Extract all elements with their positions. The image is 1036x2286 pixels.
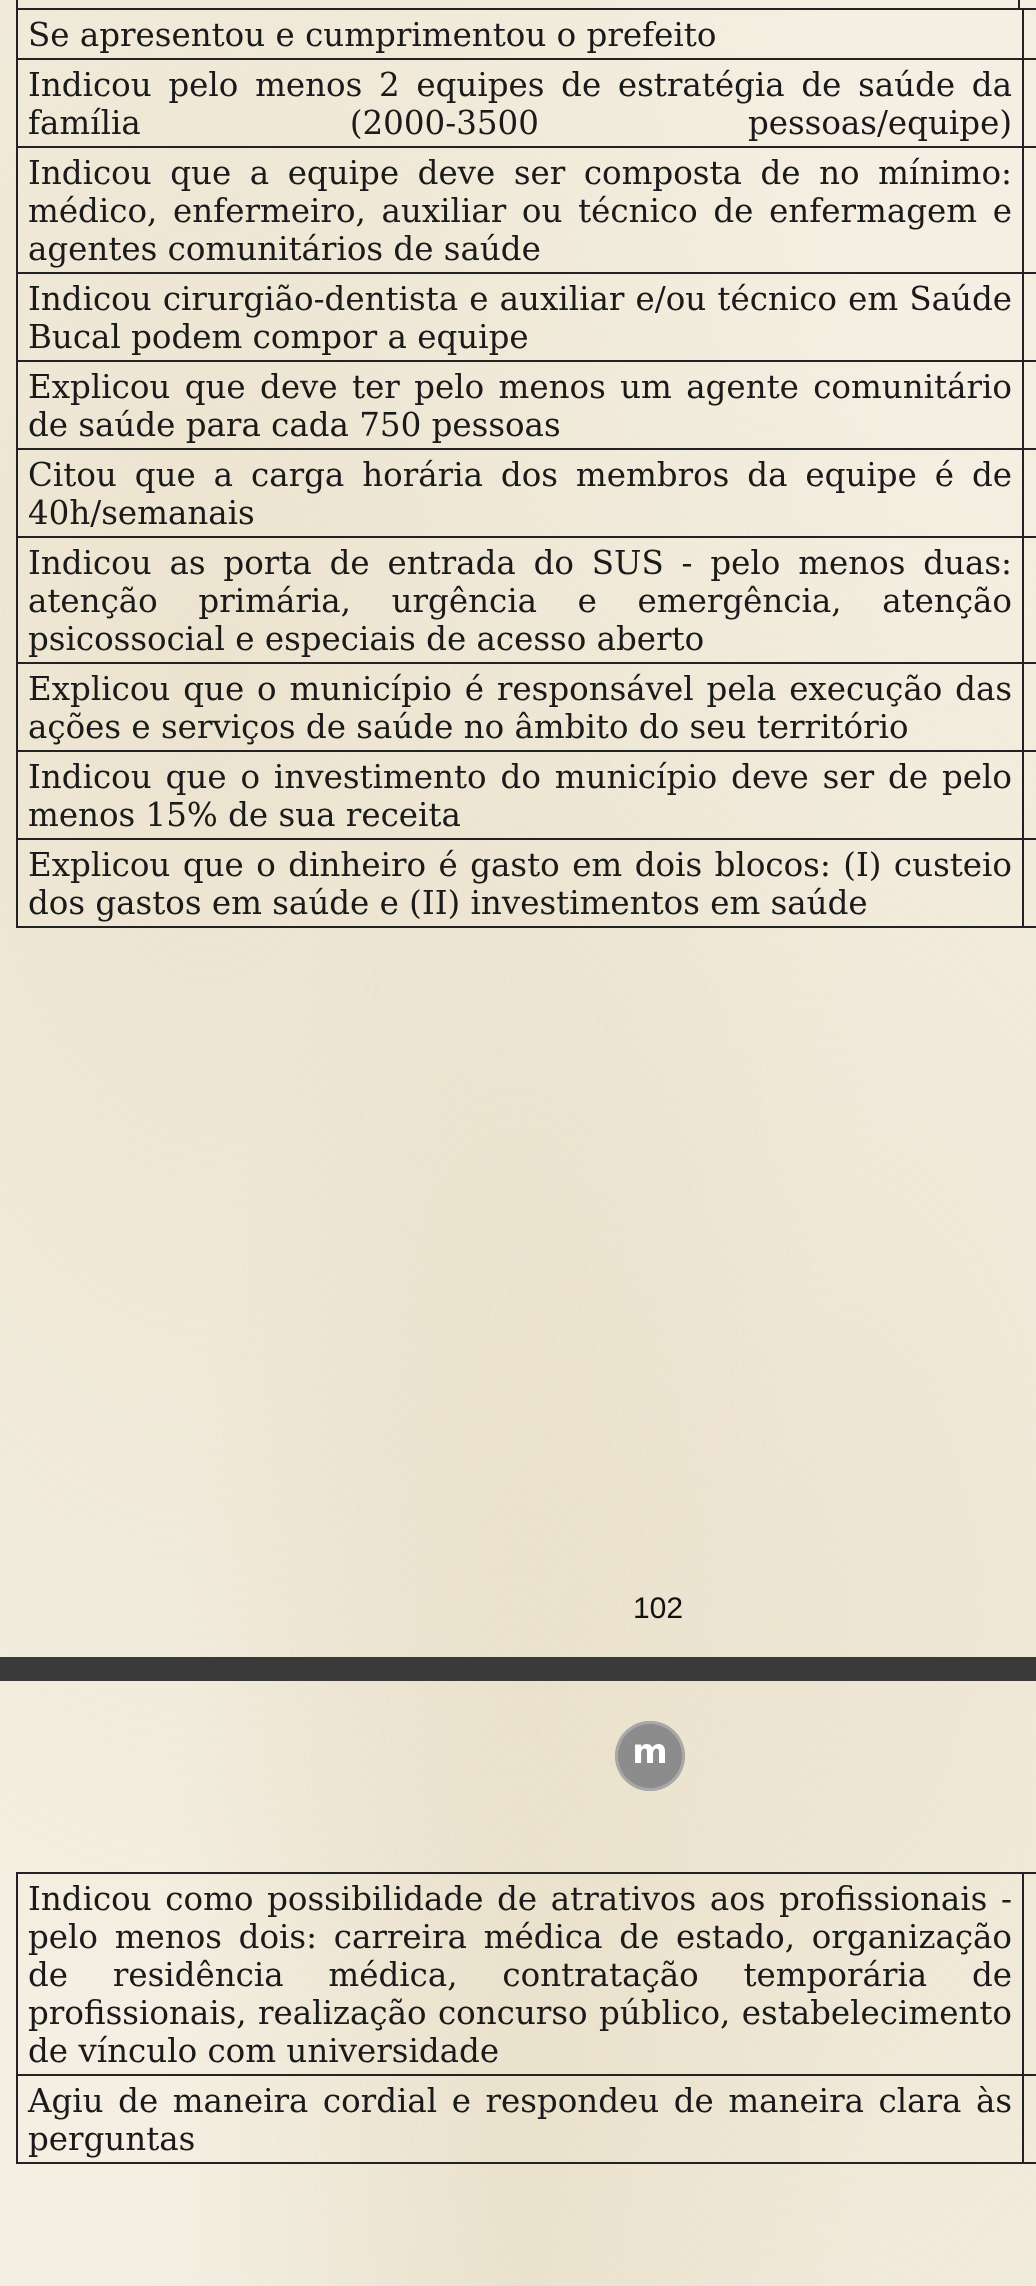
table-right-rule [1018,0,1020,8]
score-cell [1023,361,1036,449]
logo-glyph: m [632,1732,668,1772]
table-row [17,273,1036,361]
score-cell [1023,751,1036,839]
table-row [17,9,1036,59]
page-number: 102 [632,1592,684,1625]
table-row [17,147,1036,273]
score-cell [1023,273,1036,361]
checklist-table-top [16,8,1036,928]
table-row [17,537,1036,663]
page-divider [0,1657,1036,1681]
table-row [17,1873,1036,2075]
score-cell [1023,1873,1036,2075]
checklist-item: Se apresentou e cumprimentou o prefeito [28,16,717,54]
checklist-item: Explicou que deve ter pelo menos um agente comunitário de saúde para cada 750 pessoas [28,368,1012,444]
score-cell [1023,9,1036,59]
table-row [17,663,1036,751]
checklist-item: Indicou pelo menos 2 equipes de estratégia de saúde da família (2000-3500 pessoas/equipe) [28,66,1012,142]
table-row [17,751,1036,839]
score-cell [1023,537,1036,663]
checklist-item: Indicou as porta de entrada do SUS - pelo menos duas: atenção primária, urgência e emergência, atenção psicossocial e especiais de acesso aberto [28,544,1012,658]
table-row [17,59,1036,147]
table-row [17,449,1036,537]
checklist-item: Explicou que o dinheiro é gasto em dois blocos: (I) custeio dos gastos em saúde e (II) investimentos em saúde [28,846,1012,922]
m-logo-icon [615,1721,685,1791]
checklist-item: Indicou que o investimento do município deve ser de pelo menos 15% de sua receita [28,758,1012,834]
checklist-item: Indicou que a equipe deve ser composta de no mínimo: médico, enfermeiro, auxiliar ou técnico de enfermagem e agentes comunitários de saúde [28,154,1012,268]
score-cell [1023,59,1036,147]
checklist-item: Indicou cirurgião-dentista e auxiliar e/ou técnico em Saúde Bucal podem compor a equipe [28,280,1012,356]
checklist-item: Explicou que o município é responsável pela execução das ações e serviços de saúde no âmbito do seu território [28,670,1012,746]
table-left-rule [16,0,18,8]
table-row [17,2075,1036,2163]
score-cell [1023,449,1036,537]
score-cell [1023,663,1036,751]
checklist-item: Agiu de maneira cordial e respondeu de maneira clara às perguntas [28,2082,1012,2158]
score-cell [1023,147,1036,273]
checklist-item: Citou que a carga horária dos membros da equipe é de 40h/semanais [28,456,1012,532]
checklist-item: Indicou como possibilidade de atrativos aos profissionais - pelo menos dois: carreira médica de estado, organização de residência médica, contratação temporária de profissionais, realização concurso público, estabelecimento de vínculo com universidade [28,1880,1012,2070]
checklist-table-bottom [16,1872,1036,2164]
table-row [17,361,1036,449]
table-row [17,839,1036,927]
score-cell [1023,2075,1036,2163]
score-cell [1023,839,1036,927]
